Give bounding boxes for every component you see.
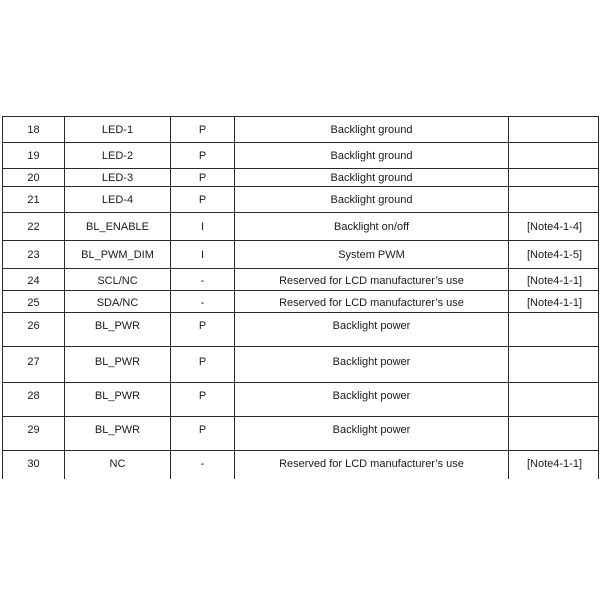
cell-symbol: NC <box>65 451 171 479</box>
table-row <box>3 291 599 313</box>
table-row <box>3 313 599 347</box>
cell-no: 27 <box>3 347 65 383</box>
cell-no: 18 <box>3 117 65 143</box>
cell-description: Reserved for LCD manufacturer’s use <box>235 451 509 479</box>
cell-type: - <box>171 291 235 313</box>
cell-description: Backlight power <box>235 417 509 451</box>
cell-no: 26 <box>3 313 65 347</box>
cell-no: 23 <box>3 241 65 269</box>
table-row <box>3 383 599 417</box>
cell-type: - <box>171 451 235 479</box>
cell-description: Backlight ground <box>235 169 509 187</box>
cell-symbol: BL_ENABLE <box>65 213 171 241</box>
cell-type: P <box>171 169 235 187</box>
cell-symbol: LED-3 <box>65 169 171 187</box>
cell-description: Backlight on/off <box>235 213 509 241</box>
cell-type: P <box>171 187 235 213</box>
cell-symbol: BL_PWR <box>65 417 171 451</box>
table-row <box>3 269 599 291</box>
cell-symbol: LED-2 <box>65 143 171 169</box>
cell-note: [Note4-1-1] <box>509 451 599 479</box>
cell-type: P <box>171 383 235 417</box>
cell-no: 30 <box>3 451 65 479</box>
cell-no: 28 <box>3 383 65 417</box>
cell-note <box>509 347 599 383</box>
cell-type: I <box>171 213 235 241</box>
cell-type: P <box>171 313 235 347</box>
table-row <box>3 347 599 383</box>
cell-description: Backlight ground <box>235 143 509 169</box>
table-row <box>3 451 599 479</box>
cell-no: 25 <box>3 291 65 313</box>
cell-no: 29 <box>3 417 65 451</box>
cell-description: Backlight power <box>235 347 509 383</box>
table-row <box>3 143 599 169</box>
cell-no: 22 <box>3 213 65 241</box>
cell-type: P <box>171 347 235 383</box>
cell-note <box>509 313 599 347</box>
cell-type: - <box>171 269 235 291</box>
cell-symbol: LED-4 <box>65 187 171 213</box>
pin-assignment-table <box>2 116 599 479</box>
cell-symbol: BL_PWR <box>65 313 171 347</box>
cell-description: Backlight power <box>235 313 509 347</box>
cell-type: P <box>171 143 235 169</box>
cell-description: Backlight ground <box>235 187 509 213</box>
cell-symbol: BL_PWR <box>65 347 171 383</box>
table-row <box>3 417 599 451</box>
cell-description: Reserved for LCD manufacturer’s use <box>235 269 509 291</box>
cell-note <box>509 417 599 451</box>
cell-note <box>509 169 599 187</box>
cell-symbol: SDA/NC <box>65 291 171 313</box>
cell-note <box>509 383 599 417</box>
cell-no: 21 <box>3 187 65 213</box>
cell-note: [Note4-1-4] <box>509 213 599 241</box>
table-row <box>3 117 599 143</box>
table-row <box>3 187 599 213</box>
cell-symbol: SCL/NC <box>65 269 171 291</box>
cell-note: [Note4-1-1] <box>509 269 599 291</box>
cell-note <box>509 117 599 143</box>
pin-table-body <box>3 117 599 479</box>
cell-description: Backlight power <box>235 383 509 417</box>
cell-note: [Note4-1-1] <box>509 291 599 313</box>
cell-description: Reserved for LCD manufacturer’s use <box>235 291 509 313</box>
cell-symbol: BL_PWM_DIM <box>65 241 171 269</box>
cell-symbol: LED-1 <box>65 117 171 143</box>
cell-symbol: BL_PWR <box>65 383 171 417</box>
cell-note: [Note4-1-5] <box>509 241 599 269</box>
cell-note <box>509 187 599 213</box>
cell-no: 19 <box>3 143 65 169</box>
table-row <box>3 241 599 269</box>
table-row <box>3 169 599 187</box>
cell-no: 24 <box>3 269 65 291</box>
cell-type: P <box>171 117 235 143</box>
cell-type: P <box>171 417 235 451</box>
cell-no: 20 <box>3 169 65 187</box>
cell-description: System PWM <box>235 241 509 269</box>
cell-type: I <box>171 241 235 269</box>
cell-note <box>509 143 599 169</box>
cell-description: Backlight ground <box>235 117 509 143</box>
table-row <box>3 213 599 241</box>
